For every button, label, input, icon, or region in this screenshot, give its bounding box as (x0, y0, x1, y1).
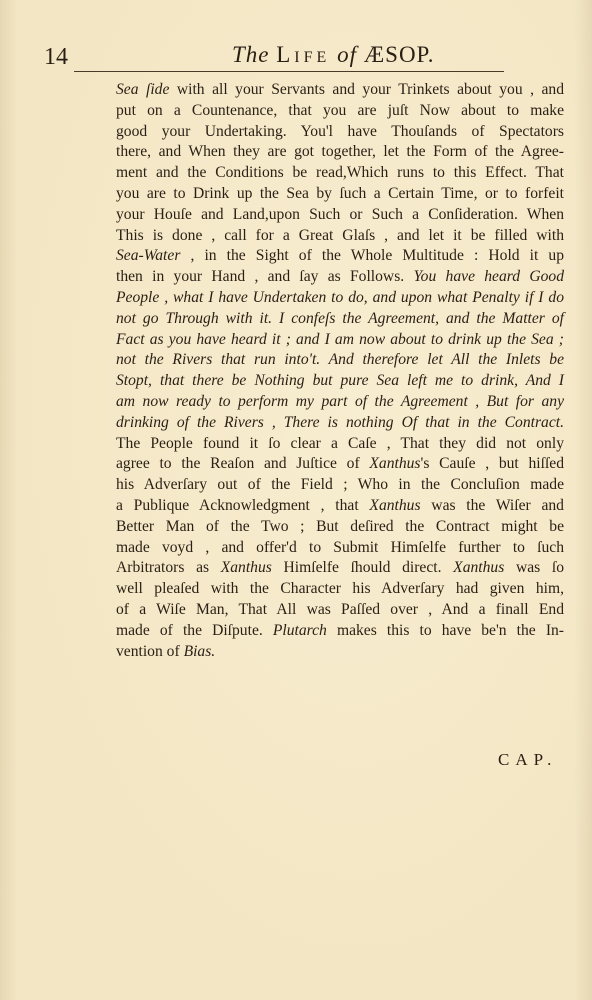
italic-text: not the Rivers that run into't. And therefore let All the Inlets be (116, 351, 564, 369)
text-line (116, 309, 564, 330)
text-run: then in your Hand , and ſay as Follows. (116, 268, 414, 286)
text-line (116, 434, 564, 455)
italic-text: drinking of the Rivers , There is nothing Of that in the Contract. (116, 413, 564, 431)
italic-text: not go Through with it. I confeſs the Agreement, and the Matter of (116, 309, 564, 327)
text-line (116, 350, 564, 371)
text-run: vention of (116, 642, 184, 660)
header-rule (74, 71, 504, 72)
text-line (116, 558, 564, 579)
running-head-the: The (232, 42, 270, 67)
text-line (116, 475, 564, 496)
italic-text: Fact as you have heard it ; and I am now about to drink up the Sea ; (116, 330, 564, 348)
text-run: made of the Diſpute. (116, 621, 273, 639)
text-line (116, 413, 564, 434)
italic-text: Sea-Water (116, 247, 181, 265)
italic-text: Bias. (183, 642, 216, 660)
text-line (116, 392, 564, 413)
text-run: there, and When they are got together, let the Form of the Agree- (116, 143, 564, 161)
italic-text: People , what I have Undertaken to do, and upon what Penalty if I do (116, 288, 564, 306)
italic-text: Sea ſide (116, 81, 170, 98)
text-line (116, 184, 564, 205)
text-line (116, 371, 564, 392)
text-line (116, 205, 564, 226)
text-run: his Adverſary out of the Field ; Who in the Concluſion made (116, 476, 564, 494)
text-line (116, 122, 564, 143)
text-run: made voyd , and offer'd to Submit Himſelfe further to ſuch (116, 538, 564, 556)
body-text (116, 80, 564, 662)
text-line (116, 454, 564, 475)
page-number: 14 (44, 44, 68, 70)
running-head (232, 42, 435, 68)
text-run: with all your Servants and your Trinkets about you , and (169, 81, 564, 98)
text-run: 's Cauſe , but hiſſed (420, 455, 564, 473)
text-run: makes this to have be'n the In- (326, 621, 565, 639)
text-line (116, 226, 564, 247)
text-run: ment and the Conditions be read,Which runs to this Effect. That (116, 164, 564, 182)
italic-text: Xanthus (369, 496, 421, 514)
text-run: The People found it ſo clear a Caſe , That they did not only (116, 434, 564, 452)
page-header (44, 40, 500, 72)
running-head-life: Life (276, 42, 331, 67)
text-line (116, 330, 564, 351)
text-run: Arbitrators as (116, 559, 221, 577)
text-line (116, 288, 564, 309)
running-head-name: ÆSOP. (363, 42, 435, 67)
italic-text: Xanthus (453, 559, 505, 577)
italic-text: Plutarch (272, 621, 327, 639)
text-line (116, 538, 564, 559)
text-run: of a Wiſe Man, That All was Paſſed over , And a finall End (116, 600, 564, 618)
text-run: good your Undertaking. You'l have Thouſands of Spectators (116, 122, 564, 140)
italic-text: am now ready to perform my part of the Agreement , But for any (116, 392, 564, 410)
text-line (116, 579, 564, 600)
italic-text: You have heard Good (413, 268, 564, 286)
text-run: agree to the Reaſon and Juſtice of (116, 455, 370, 473)
text-line (116, 496, 564, 517)
text-run: well pleaſed with the Character his Adverſary had given him, (116, 580, 564, 598)
text-line (116, 267, 564, 288)
text-line (116, 246, 564, 267)
italic-text: Xanthus (220, 559, 272, 577)
running-head-of: of (337, 42, 357, 67)
text-line (116, 163, 564, 184)
text-run: was the Wiſer and (420, 496, 564, 514)
text-line (116, 142, 564, 163)
text-run: Better Man of the Two ; But deſired the Contract might be (116, 517, 564, 535)
text-line (116, 517, 564, 538)
text-run: you are to Drink up the Sea by ſuch a Certain Time, or to forfeit (116, 184, 564, 202)
text-run: Himſelfe ſhould direct. (271, 559, 454, 577)
italic-text: Xanthus (369, 455, 421, 473)
text-run: your Houſe and Land,upon Such or Such a Conſideration. When (116, 205, 564, 223)
text-line (116, 600, 564, 621)
text-run: was ſo (504, 559, 564, 577)
text-line (116, 642, 564, 663)
italic-text: Stopt, that there be Nothing but pure Sea left me to drink, And I (116, 372, 564, 390)
text-run: a Publique Acknowledgment , that (116, 496, 370, 514)
text-line (116, 101, 564, 122)
text-run: put on a Countenance, that you are juſt Now about to make (116, 101, 564, 119)
text-run: , in the Sight of the Whole Multitude : Hold it up (180, 247, 564, 265)
text-line (116, 621, 564, 642)
catchword: CAP. (498, 750, 558, 769)
text-run: This is done , call for a Great Glaſs , and let it be filled with (116, 226, 564, 244)
text-line (116, 80, 564, 101)
